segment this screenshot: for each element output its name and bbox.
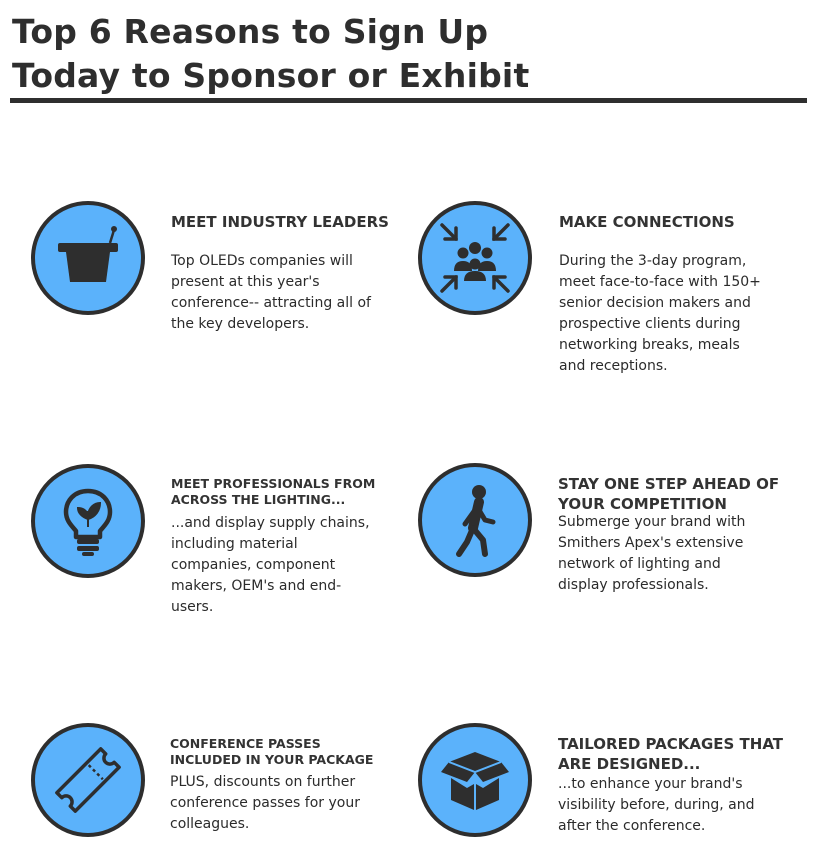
title-underline (10, 98, 807, 103)
reason-body: Top OLEDs companies will present at this year's conference-- attracting all of the key developers. (171, 253, 371, 332)
reason-body: During the 3-day program, meet face-to-face with 150+ senior decision makers and prospective clients during networking breaks, meals and receptions. (559, 253, 761, 374)
reason-heading: MEET PROFESSIONALS FROM ACROSS THE LIGHTING... (171, 476, 376, 507)
reason-heading: CONFERENCE PASSES INCLUDED IN YOUR PACKAGE (170, 736, 374, 767)
reason-heading: MAKE CONNECTIONS (559, 213, 735, 231)
page-title-line-1: Top 6 Reasons to Sign Up (12, 12, 489, 51)
reason-heading: STAY ONE STEP AHEAD OF YOUR COMPETITION (558, 475, 780, 513)
podium-icon (31, 201, 145, 315)
lightbulb-icon (31, 464, 145, 578)
page-title (12, 10, 802, 98)
ticket-icon (31, 723, 145, 837)
people-group-icon (418, 201, 532, 315)
reason-body: ...and display supply chains, including material companies, component makers, OEM's and end-users. (171, 515, 370, 615)
open-box-icon (418, 723, 532, 837)
reason-body: PLUS, discounts on further conference passes for your colleagues. (170, 774, 360, 832)
reason-body: Submerge your brand with Smithers Apex's extensive network of lighting and display professionals. (558, 514, 746, 593)
reason-body: ...to enhance your brand's visibility before, during, and after the conference. (558, 776, 755, 834)
reason-heading: MEET INDUSTRY LEADERS (171, 213, 389, 231)
reason-heading: TAILORED PACKAGES THAT ARE DESIGNED... (558, 735, 784, 773)
page-title-line-2: Today to Sponsor or Exhibit (12, 56, 530, 95)
walking-person-icon (418, 463, 532, 577)
